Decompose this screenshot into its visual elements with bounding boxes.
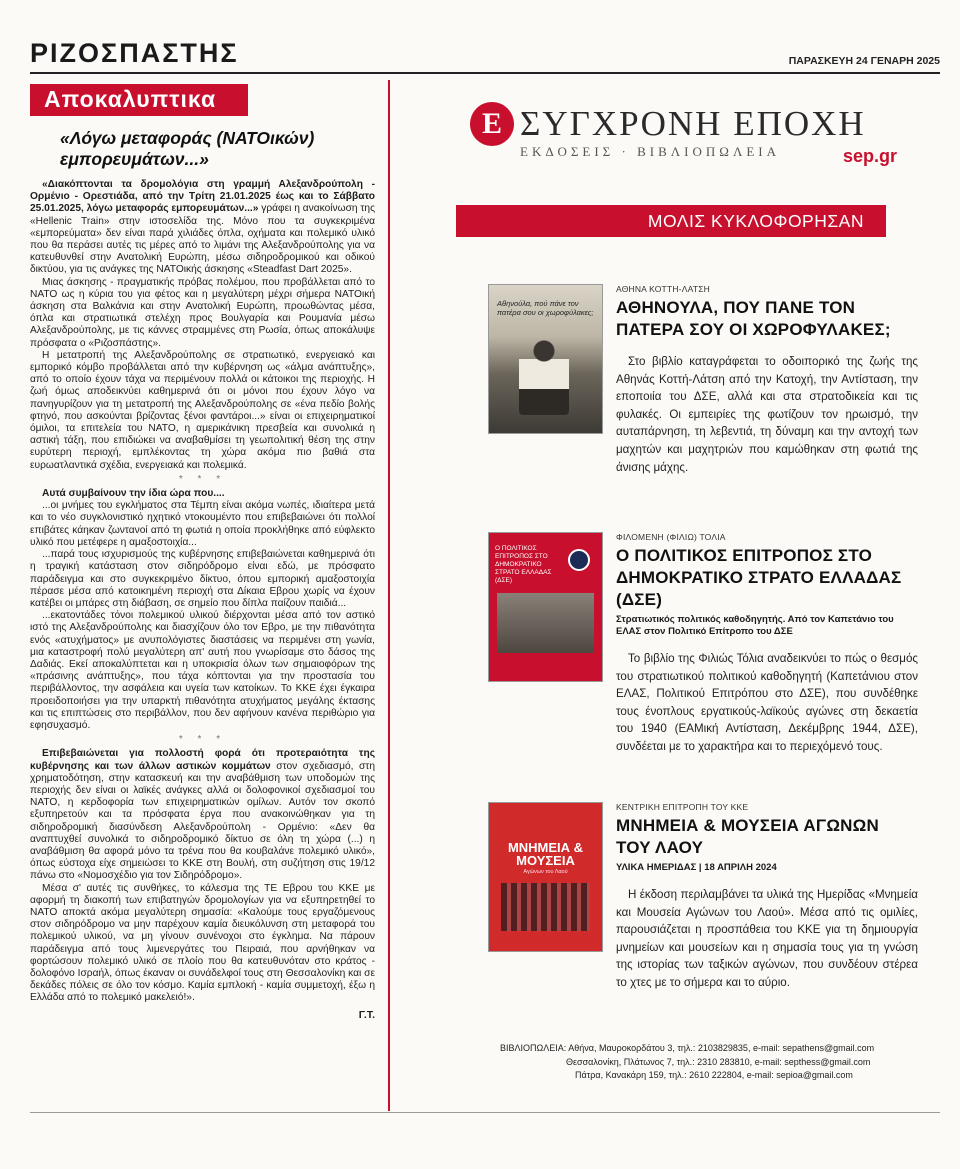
paragraph-3: Η μετατροπή της Αλεξανδρούπολης σε στρατιωτικό, ενεργειακό και εμπορικό κόμβο προβάλλεται από την κυβέρνηση ως «άλμα ανάπτυξης», από το οποίο έχουν τάχα να περιμένουν πολλά οι κάτοικοι της περιοχής. Η ζωή όμως αποδεικνύει καθημερινά ότι οι μόνοι που έχουν λόγο να πανηγυρίζουν για τη μετατροπή της Αλεξανδρούπολης σε «ένα πεδίο βολής φτηνό, που ασκούνται βρίζοντας ξένοι φαντάροι...» είναι οι επιχειρηματικοί όμιλοι, τα επιτελεία του ΝΑΤΟ, η αμερικάνικη πρεσβεία και συνολικά η αστική τάξη, που επιδιώκει να αναβαθμίσει τη γεωπολιτική θέση της στην ευρύτερη περιοχή, εμπλέκοντας τη χώρα ακόμα πιο βαθιά στα ευρωατλαντικά σχέδια, ενεργειακά και πολεμικά. (30, 349, 375, 471)
cover-photo-figure (519, 335, 569, 415)
paragraph-2: Μιας άσκησης - πραγματικής πρόβας πολέμου, που προβάλλεται από το ΝΑΤΟ ως η κύρια του για φέτος και η μεγαλύτερη μέχρι σήμερα ΝΑΤΟική άσκηση στα Βαλκάνια και στην Ανατολική Ευρώπη, προωθώντας μέσα, όπλα και στρατιωτικά στελέχη προς Βουλγαρία και Ρουμανία μέσω Αλεξανδρούπολης, με τις κάννες στραμμένες στη Ρωσία, όπως αποκάλυψε πρόσφατα ο «Ριζοσπάστης». (30, 276, 375, 349)
book-description: Στο βιβλίο καταγράφεται το οδοιπορικό της ζωής της Αθηνάς Κοττή-Λάτση από την Κατοχή, την Αντίσταση, την εποποιία του ΔΣΕ, αλλά και στα στρατοδικεία και τις φυλακές. Οι εμπειρίες της φωτίζουν τον ηρωισμό, την αυταπάρνηση, τη λεβεντιά, τη δύναμη και την αντοχή των μαχητών και μαχητριών που καμώθηκαν στη φωτιά της άνισης μάχης. (616, 355, 918, 474)
paragraph-5: ...παρά τους ισχυρισμούς της κυβέρνησης επιβεβαιώνεται καθημερινά ότι η τραγική κατάσταση στον σιδηρόδρομο είναι εδώ, με πρόσφατο παράδειγμα και στο συγκεκριμένο δίκτυο, όπου εμπορική αμαξοστοιχία πέρασε μέσα από κατοικημένη περιοχή στα Δίκαια Εβρου χωρίς να έχουν κατέβει οι μπάρες στη διάβαση, σε σημείο που δίπλα παίζουν παιδιά... (30, 549, 375, 609)
paragraph-4: ...οι μνήμες του εγκλήματος στα Τέμπη είναι ακόμα νωπές, ιδιαίτερα μετά και το νέο συγκλονιστικό ηχητικό ντοκουμέντο που επιβεβαιώνει ότι πολλοί επιβάτες κάηκαν ζωντανοί από τη φωτιά η οποία προκλήθηκε από εύφλεκτο υλικό που μετέφερε η αμαξοστοιχία... (30, 500, 375, 548)
paragraph-8: Μέσα σ' αυτές τις συνθήκες, το κάλεσμα της ΤΕ Εβρου του ΚΚΕ με αφορμή τη διακοπή των επιβατηγών δρομολογίων για να εξυπηρετηθεί το ΝΑΤΟ αποκτά ακόμα μεγαλύτερη σημασία: «Καλούμε τους εργαζόμενους στον σιδηρόδρομο να μην παρέχουν καμία διευκόλυνση στη μεταφορά του πολεμικού υλικού, να μη γίνουν συνένοχοι στο έγκλημα. Να πάρουν παράδειγμα από τους λιμενεργάτες του Πειραιά, που αρνήθηκαν να φορτώσουν πολεμικό υλικό σε πλοίο που θα κατευθυνόταν στο κράτος - δολοφόνο Ισραήλ, όπως έκαναν οι συνάδελφοί τους στη Θεσσαλονίκη και σε δεκάδες πόλεις σε όλο τον κόσμο. Καμία εμπλοκή - καμία συμμετοχή, έξω η Ελλάδα από το πολεμικό μακελειό!». (30, 882, 375, 1004)
publisher-name: ΣΥΓΧΡΟΝΗ ΕΠΟΧΗ (520, 104, 866, 143)
publisher-logo-icon: Ε (470, 102, 514, 146)
issue-date: ΠΑΡΑΣΚΕΥΗ 24 ΓΕΝΑΡΗ 2025 (788, 55, 940, 67)
emblem-icon (568, 549, 590, 571)
paragraph-1-lead: «Διακόπτονται τα δρομολόγια στη γραμμή Αλεξανδρούπολη - Ορμένιο - Ορεστιάδα, από την Τρίτη 21.01.2025 έως και το Σάββατο 25.01.2025, λόγω μεταφοράς εμπορευμάτων...» (30, 179, 375, 215)
bookstore-contacts (500, 1042, 940, 1083)
paragraph-7-text: στον σχεδιασμό, στη χρηματοδότηση, στην κατασκευή και την αναβάθμιση των υποδομών της περιοχής δεν είναι οι λαϊκές ανάγκες αλλά οι δολοφονικοί σχεδιασμοί του ΝΑΤΟ, η κερδοφορία των επιχειρηματικών ομίλων. Αυτόν τον σκοπό εξυπηρετούν και τα πρόσφατα έργα που ανακοινώθηκαν για τη σιδηροδρομική διασύνδεση Αλεξανδρούπολη - Ορμένιο: «Δεν θα αναπτυχθεί συνολικά το σιδηροδρομικό δίκτυο σε όλη τη χώρα (...) η αναβάθμιση θα αφορά μόνο τα τρένα που θα κουβαλάνε πολεμικό υλικό», όπως εύστοχα είχε σημειώσει το ΚΚΕ στη Βουλή, στη συζήτηση στις 19/12 πάνω στο «Νομοσχέδιο για τον Σιδηρόδρομο». (30, 760, 375, 882)
book-info-1 (616, 284, 918, 476)
book-cover-3-subtitle: Αγώνων του Λαού (523, 869, 568, 875)
section-label: Αποκαλυπτικα (30, 84, 248, 116)
subheading-text: Αυτά συμβαίνουν την ίδια ώρα που.... (42, 488, 225, 500)
book-author: ΦΙΛΟΜΕΝΗ (ΦΙΛΙΩ) ΤΟΛΙΑ (616, 532, 726, 542)
bottom-rule (30, 1112, 940, 1113)
masthead-title: ΡΙΖΟΣΠΑΣΤΗΣ (30, 38, 239, 68)
publisher-logo (470, 102, 866, 146)
book-author: ΚΕΝΤΡΙΚΗ ΕΠΙΤΡΟΠΗ ΤΟΥ ΚΚΕ (616, 802, 749, 812)
book-subtitle: ΥΛΙΚΑ ΗΜΕΡΙΔΑΣ | 18 ΑΠΡΙΛΗ 2024 (616, 862, 777, 873)
book-cover-3[interactable] (488, 802, 603, 952)
contact-patra: Πάτρα, Κανακάρη 159, τηλ.: 2610 222804, e-mail: sepioa@gmail.com (575, 1070, 853, 1080)
book-info-3 (616, 802, 918, 992)
contact-athens: ΒΙΒΛΙΟΠΩΛΕΙΑ: Αθήνα, Μαυροκορδάτου 3, τηλ.: 2103829835, e-mail: sepathens@gmail.com (500, 1043, 875, 1053)
cover-photo (501, 883, 590, 931)
contact-thessaloniki: Θεσσαλονίκη, Πλάτωνος 7, τηλ.: 2310 283810, e-mail: septhess@gmail.com (566, 1056, 871, 1067)
book-cover-1[interactable] (488, 284, 603, 434)
book-info-2 (616, 532, 918, 756)
book-author: ΑΘΗΝΑ ΚΟΤΤΗ-ΛΑΤΣΗ (616, 284, 711, 294)
book-cover-2[interactable] (488, 532, 603, 682)
author-signature: Γ.Τ. (358, 1008, 375, 1021)
article-headline (60, 128, 375, 170)
column-divider (388, 80, 390, 1111)
cover-photo (497, 593, 594, 653)
publisher-website[interactable]: sep.gr (842, 146, 897, 166)
separator-stars: * * * (178, 734, 227, 746)
article-column (30, 84, 375, 1021)
book-title[interactable]: ΜΝΗΜΕΙΑ & ΜΟΥΣΕΙΑ ΑΓΩΝΩΝ ΤΟΥ ΛΑΟΥ (616, 816, 879, 857)
paragraph-6: ...εκατοντάδες τόνοι πολεμικού υλικού διέρχονται μέσα από τον αστικό ιστό της Αλεξανδρούπολης και διασχίζουν όλο τον Εβρο, με την πιθανότητα ενός «ατυχήματος» με ανυπολόγιστες διαστάσεις να περιμένει στη γωνία, μια καταστροφή πολύ μεγαλύτερη απ' αυτή που γνωρίσαμε στο δάσος της Δαδιάς. Εκεί αποκαλύπτεται και η υποκρισία όλων των σημαιοφόρων της «πράσινης ανάπτυξης», που τάχα κόπτονται για την προστασία του περιβάλλοντος, την ασφάλεια και υγεία των κατοίκων. Το ΚΚΕ έχει έγκαιρα προειδοποιήσει για την υπαρκτή πιθανότητα ατυχήματος μεγάλης έκτασης και τις επιπτώσεις στο περιβάλλον, που δεν αφήνουν κανένα περιθώριο για εφησυχασμό. (30, 610, 375, 731)
book-title[interactable]: ΑΘΗΝΟΥΛΑ, ΠΟΥ ΠΑΝΕ ΤΟΝ ΠΑΤΕΡΑ ΣΟΥ ΟΙ ΧΩΡΟΦΥΛΑΚΕΣ; (616, 298, 891, 339)
paragraph-1 (30, 179, 375, 277)
book-cover-1-title: Αθηνούλα, πού πάνε τον πατέρα σου οι χωροφύλακες; (497, 299, 594, 317)
top-rule (30, 72, 940, 74)
headline-line-2: εμπορευμάτων...» (60, 149, 209, 169)
book-cover-2-title: Ο ΠΟΛΙΤΙΚΟΣ ΕΠΙΤΡΟΠΟΣ ΣΤΟ ΔΗΜΟΚΡΑΤΙΚΟ ΣΤΡΑΤΟ ΕΛΛΑΔΑΣ (ΔΣΕ) (495, 545, 552, 584)
book-description: Η έκδοση περιλαμβάνει τα υλικά της Ημερίδας «Μνημεία και Μουσεία Αγώνων του Λαού». Μέσα από τις ομιλίες, παρουσιάζεται η προσπάθεια του ΚΚΕ για τη δημιουργία μνημείων και μουσείων και η σημασία τους για τη γνώση της ιστορίας των ταξικών αγώνων, που συνδέουν στέρεα το χτες με το σήμερα και το αύριο. (616, 888, 918, 989)
paragraph-7-lead: Επιβεβαιώνεται για πολλοστή φορά ότι προτεραιότητα της κυβέρνησης και των άλλων αστικών κομμάτων (30, 748, 375, 772)
subheading (30, 488, 375, 500)
book-description: Το βιβλίο της Φιλιώς Τόλια αναδεικνύει το πώς ο θεσμός του στρατιωτικού πολιτικού καθοδηγητή (Καπετάνιου στον ΕΛΑΣ, Πολιτικού Επιτρόπου στο ΔΣΕ), που συνδέθηκε τους ένοπλους εργατικούς-λαϊκούς αγώνες στη δεκαετία του 1940 (ΕΑΜική Αντίσταση, Δεκέμβρης 1944, ΔΣΕ), συνδέεται με το χαρακτήρα και το περιεχόμενό τους. (616, 652, 918, 753)
publisher-subtitle: ΕΚΔΟΣΕΙΣ · ΒΙΒΛΙΟΠΩΛΕΙΑ (520, 144, 781, 159)
headline-line-1: «Λόγω μεταφοράς (ΝΑΤΟικών) (60, 128, 315, 148)
book-title[interactable]: Ο ΠΟΛΙΤΙΚΟΣ ΕΠΙΤΡΟΠΟΣ ΣΤΟ ΔΗΜΟΚΡΑΤΙΚΟ ΣΤΡΑΤΟ ΕΛΛΑΔΑΣ (ΔΣΕ) (616, 546, 902, 609)
paragraph-7 (30, 748, 375, 882)
article-body (30, 179, 375, 1021)
separator-stars: * * * (178, 473, 227, 485)
paragraph-1-text: γράφει η ανακοίνωση της «Hellenic Train» στην ιστοσελίδα της. Μόνο που τα συγκεκριμένα «εμπορεύματα» δεν είναι παρά χιλιάδες όπλα, οχήματα και πολεμικό υλικό που θα περάσει αυτές τις μέρες από το λιμάνι της Αλεξανδρούπολης για να κατευθυνθεί στην Ανατολική Ευρώπη, μέσω σιδηροδρομικού και οδικού δικτύου, για τις ανάγκες της ΝΑΤΟικής άσκησης «Steadfast Dart 2025». (30, 203, 375, 276)
book-cover-3-title: ΜΝΗΜΕΙΑ & ΜΟΥΣΕΙΑ (507, 840, 584, 868)
book-subtitle: Στρατιωτικός πολιτικός καθοδηγητής. Από τον Καπετάνιο του ΕΛΑΣ στον Πολιτικό Επίτροπο του ΔΣΕ (616, 614, 894, 637)
new-releases-banner: ΜΟΛΙΣ ΚΥΚΛΟΦΟΡΗΣΑΝ (456, 205, 886, 237)
